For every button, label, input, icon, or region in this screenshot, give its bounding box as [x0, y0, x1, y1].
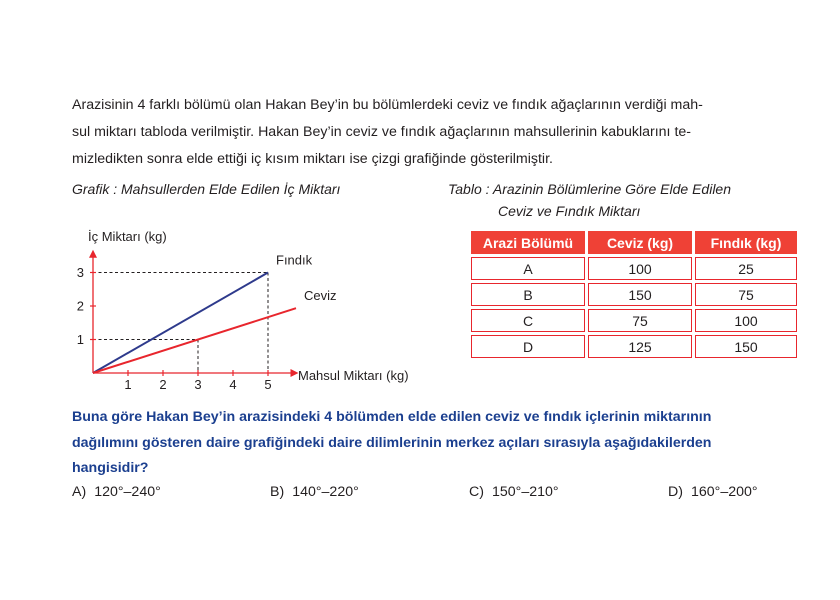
table-row [471, 257, 797, 280]
intro-line: sul miktarı tabloda verilmiştir. Hakan Bey’in ceviz ve fındık ağaçlarının mahsullerinin kabuklarını te- [72, 124, 691, 140]
question-line: Buna göre Hakan Bey’in arazisindeki 4 bölümden elde edilen ceviz ve fındık içlerinin miktarının [72, 409, 712, 425]
table-cell: C [471, 309, 585, 332]
option-a[interactable] [72, 484, 161, 500]
chart-series [93, 253, 337, 374]
x-tick-label: 4 [229, 377, 237, 390]
option-text: 120°–240° [94, 484, 161, 500]
table-cell: 125 [588, 335, 692, 358]
x-tick-label: 1 [124, 377, 132, 390]
table-header-cell: Ceviz (kg) [588, 231, 692, 254]
option-letter: D) [668, 484, 683, 500]
table-cell: B [471, 283, 585, 306]
table-cell: 100 [588, 257, 692, 280]
table-row [471, 283, 797, 306]
answer-options [72, 484, 772, 504]
series-line-ceviz [93, 308, 296, 373]
y-tick-label: 2 [76, 298, 84, 314]
table-cell: 100 [695, 309, 797, 332]
harvest-table [468, 228, 800, 361]
series-line-fındık [93, 273, 268, 374]
option-text: 160°–200° [690, 484, 758, 500]
option-letter: A) [72, 484, 87, 500]
option-b[interactable] [270, 484, 359, 500]
option-letter: B) [270, 484, 285, 500]
question-line: hangisidir? [72, 460, 149, 476]
series-label: Ceviz [304, 288, 337, 304]
table-cell: A [471, 257, 585, 280]
x-tick-label: 2 [159, 377, 167, 390]
table-caption-line: Ceviz ve Fındık Miktarı [498, 203, 641, 219]
table-row [471, 309, 797, 332]
table-row [471, 335, 797, 358]
x-tick-label: 3 [194, 377, 202, 390]
x-axis-label: Mahsul Miktarı (kg) [298, 368, 409, 383]
y-axis-label: İç Miktarı (kg) [88, 229, 167, 244]
table-cell: 25 [695, 257, 797, 280]
table-cell: 150 [695, 335, 797, 358]
table-caption-line: Tablo : Arazinin Bölümlerine Göre Elde Edilen [448, 181, 732, 197]
y-tick-label: 1 [76, 332, 84, 347]
option-text: 150°–210° [491, 484, 559, 500]
line-chart [60, 225, 430, 390]
table-header-cell: Arazi Bölümü [471, 231, 585, 254]
intro-line: mizledikten sonra elde ettiği iç kısım miktarı ise çizgi grafiğinde gösterilmiştir. [72, 151, 553, 167]
y-tick-label: 3 [76, 265, 84, 280]
table-header-row [471, 231, 797, 254]
graph-caption: Grafik : Mahsullerden Elde Edilen İç Miktarı [72, 181, 341, 197]
option-text: 140°–220° [292, 484, 359, 500]
option-d[interactable] [668, 484, 758, 500]
table-cell: 150 [588, 283, 692, 306]
question-line: dağılımını gösteren daire grafiğindeki daire dilimlerinin merkez açıları sırasıyla aşağıdakilerden [72, 434, 712, 451]
table-cell: D [471, 335, 585, 358]
option-letter: C) [469, 484, 484, 500]
x-tick-label: 5 [264, 377, 272, 390]
table-cell: 75 [588, 309, 692, 332]
intro-paragraph [72, 92, 772, 173]
series-label: Fındık [276, 252, 313, 268]
question-text [72, 405, 772, 482]
intro-line: Arazisinin 4 farklı bölümü olan Hakan Bey’in bu bölümlerdeki ceviz ve fındık ağaçlarının verdiği mah- [72, 97, 703, 113]
table-cell: 75 [695, 283, 797, 306]
y-axis-arrow [89, 250, 97, 258]
option-c[interactable] [469, 484, 559, 500]
table-header-cell: Fındık (kg) [695, 231, 797, 254]
